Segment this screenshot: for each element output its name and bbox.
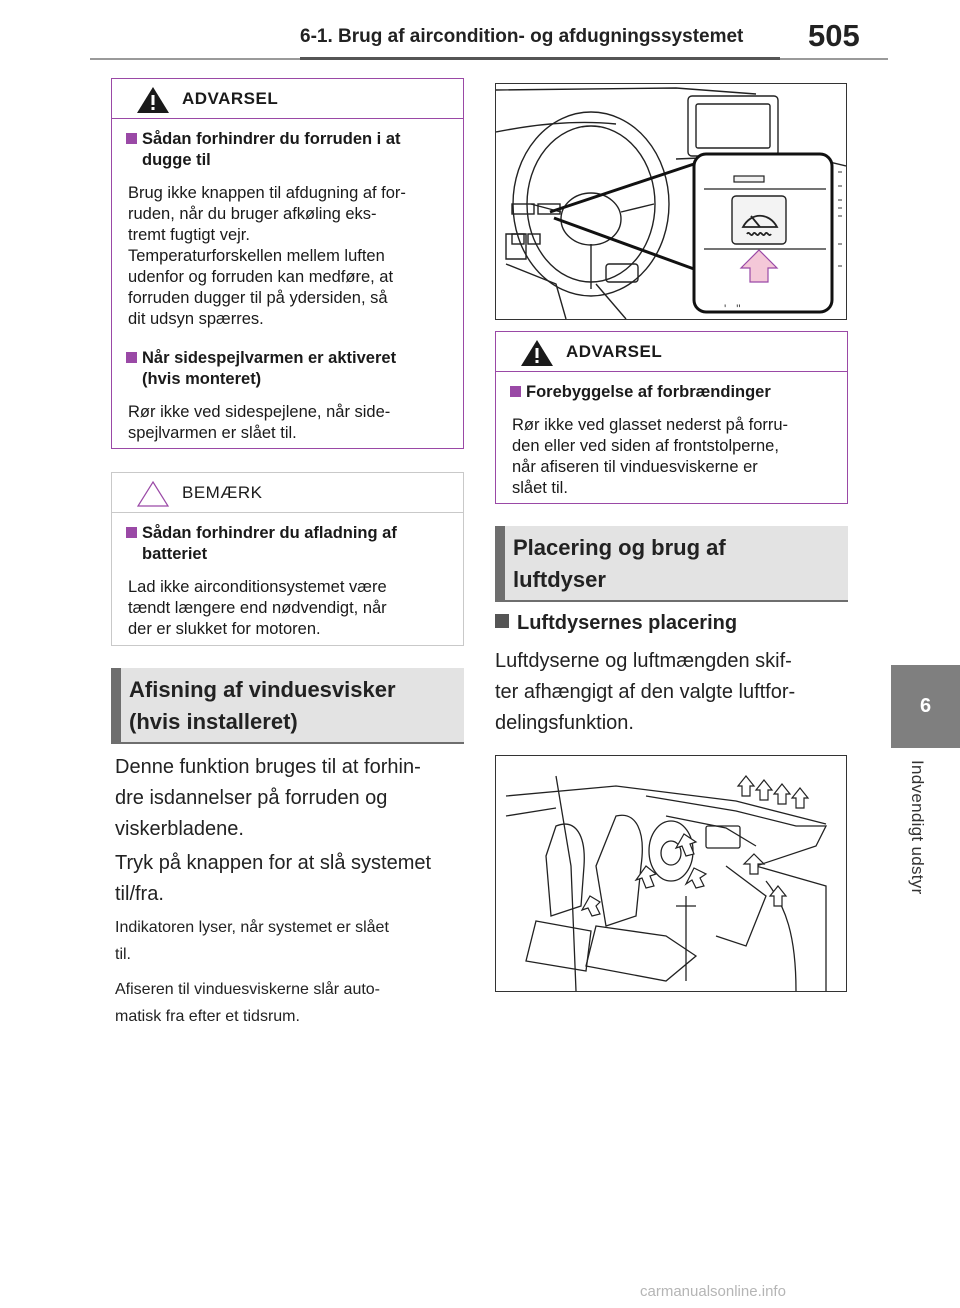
note-text: Lad ikke airconditionsystemet være tændt længere end nødvendigt, når der er slukket for motoren. — [128, 578, 387, 638]
bullet-square-icon — [510, 386, 521, 397]
chapter-tab[interactable]: 6 — [891, 665, 960, 748]
warning-label: ADVARSEL — [566, 342, 663, 361]
warning-subheading-mirror: Når sidespejlvarmen er aktiveret (hvis monteret) — [112, 348, 463, 390]
header-rule-accent — [300, 57, 780, 60]
chapter-title: Indvendigt udstyr — [908, 760, 927, 895]
section-title: 6-1. Brug af aircondition- og afdugningssystemet — [300, 26, 744, 47]
warning-box-header — [496, 332, 847, 372]
watermark: carmanualsonline.info — [640, 1283, 786, 1300]
wiper-description: Denne funktion bruges til at forhin- dre isdannelser på forruden og viskerbladene. — [115, 756, 421, 840]
figure-corner-marks: ' " — [724, 302, 741, 316]
warning-subheading-fog: Sådan forhindrer du forruden i at dugge til — [112, 129, 463, 171]
note-subheading: Sådan forhindrer du afladning af batteriet — [112, 523, 463, 565]
caution-triangle-icon — [136, 480, 170, 508]
warning-box-header — [112, 79, 463, 119]
section-heading-vents: Placering og brug af luftdyser — [495, 526, 848, 602]
bullet-square-icon — [126, 527, 137, 538]
warning-text-burns: Rør ikke ved glasset nederst på forru- den eller ved siden af frontstolperne, når afiseren til vinduesviskerne er slået til. — [512, 416, 789, 497]
note-box-battery — [111, 472, 464, 646]
note-box-header — [112, 473, 463, 513]
warning-label: ADVARSEL — [182, 89, 279, 108]
wiper-instruction: Tryk på knappen for at slå systemet til/fra. — [115, 852, 432, 905]
wiper-autooff-note: Afiseren til vinduesviskerne slår auto- matisk fra efter et tidsrum. — [115, 981, 381, 1025]
warning-triangle-icon — [520, 339, 554, 367]
airflow-arrow-icon — [582, 776, 808, 916]
wiper-indicator-note: Indikatoren lyser, når systemet er slået til. — [115, 919, 389, 963]
warning-subheading-burns: Forebyggelse af forbrændinger — [496, 382, 847, 403]
section-heading-wiper-deicer: Afisning af vinduesvisker (hvis installeret) — [111, 668, 464, 744]
warning-box-burns — [495, 331, 848, 504]
note-label: BEMÆRK — [182, 483, 263, 502]
warning-text-mirror: Rør ikke ved sidespejlene, når side- spejlvarmen er slået til. — [128, 403, 391, 442]
warning-triangle-icon — [136, 86, 170, 114]
warning-box-fogging — [111, 78, 464, 449]
page-number: 505 — [808, 18, 860, 53]
dashboard-illustration — [496, 84, 846, 319]
vents-subheading: Luftdysernes placering — [495, 612, 737, 635]
cabin-vents-figure — [495, 755, 847, 992]
bullet-square-icon — [126, 133, 137, 144]
vents-description: Luftdyserne og luftmængden skif- ter afhængigt af den valgte luftfor- delingsfunktion. — [495, 650, 796, 734]
warning-text-fog: Brug ikke knappen til afdugning af for- ruden, når du bruger afkøling eks- tremt fugtigt vejr. Temperaturforskellen mellem luften udenfor og forruden kan medføre, at forruden dugger til på ydersiden, så dit udsyn spærres. — [128, 184, 406, 328]
bullet-square-icon — [126, 352, 137, 363]
cabin-illustration — [496, 756, 846, 991]
bullet-square-icon — [495, 614, 509, 628]
dashboard-figure — [495, 83, 847, 320]
